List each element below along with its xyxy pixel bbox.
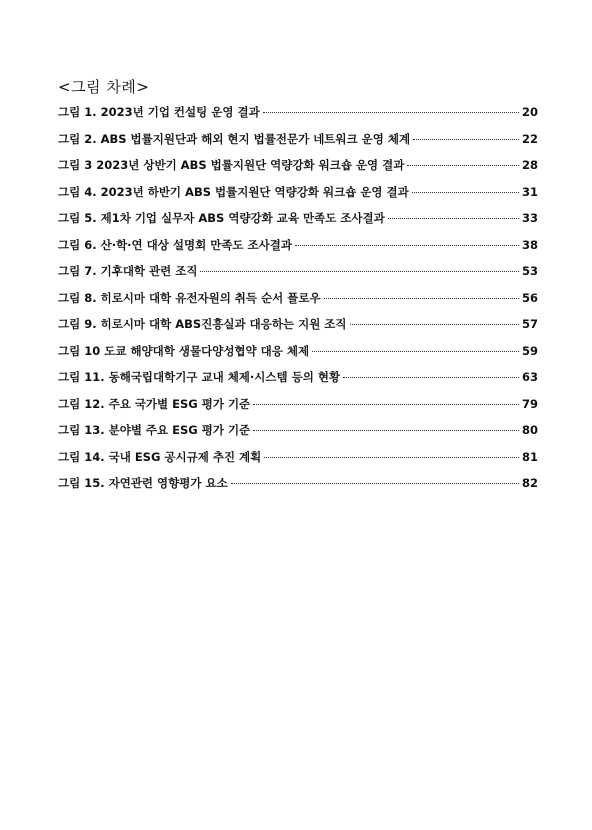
toc-entry[interactable]	[58, 131, 538, 158]
toc-heading: <그림 차례>	[58, 78, 150, 96]
toc-dot-leader	[263, 112, 519, 113]
toc-entry-page: 22	[521, 131, 538, 146]
toc-entry[interactable]	[58, 449, 538, 476]
toc-entry-page: 80	[521, 423, 538, 437]
toc-entry-title: 그림 10 도쿄 해양대학 생물다양성협약 대응 체제	[58, 343, 310, 358]
toc-entry[interactable]	[58, 210, 538, 237]
toc-dot-leader	[312, 351, 519, 352]
toc-dot-leader	[253, 430, 519, 431]
toc-entry-title: 그림 8. 히로시마 대학 유전자원의 취득 순서 플로우	[58, 290, 321, 305]
toc-list	[58, 104, 538, 502]
toc-entry-title: 그림 14. 국내 ESG 공시규제 추진 계획	[58, 449, 262, 464]
toc-entry[interactable]	[58, 104, 538, 131]
toc-entry-title: 그림 11. 동해국립대학기구 교내 체제·시스템 등의 현황	[58, 370, 341, 384]
toc-entry-title: 그림 3 2023년 상반기 ABS 법률지원단 역량강화 워크숍 운영 결과	[58, 158, 405, 172]
toc-entry[interactable]	[58, 396, 538, 423]
toc-entry-title: 그림 15. 자연관련 영향평가 요소	[58, 476, 228, 490]
toc-entry-page: 53	[521, 264, 538, 278]
toc-entry-title: 그림 5. 제1차 기업 실무자 ABS 역량강화 교육 만족도 조사결과	[58, 211, 385, 225]
toc-entry[interactable]	[58, 316, 538, 343]
toc-entry[interactable]	[58, 475, 538, 502]
toc-entry-title: 그림 4. 2023년 하반기 ABS 법률지원단 역량강화 워크숍 운영 결과	[58, 184, 409, 199]
toc-entry-title: 그림 2. ABS 법률지원단과 해외 현지 법률전문가 네트워크 운영 체계	[58, 131, 411, 146]
toc-entry[interactable]	[58, 157, 538, 184]
toc-entry-page: 28	[521, 158, 538, 172]
toc-entry-page: 79	[521, 396, 538, 411]
toc-dot-leader	[200, 271, 519, 272]
toc-dot-leader	[412, 192, 519, 193]
toc-dot-leader	[324, 298, 519, 299]
toc-entry-page: 31	[521, 184, 538, 199]
toc-entry-page: 20	[521, 105, 538, 119]
toc-entry-title: 그림 7. 기후대학 관련 조직	[58, 264, 198, 278]
toc-dot-leader	[253, 404, 519, 405]
toc-entry[interactable]	[58, 369, 538, 396]
toc-entry-title: 그림 12. 주요 국가별 ESG 평가 기준	[58, 396, 251, 411]
toc-entry-title: 그림 6. 산·학·연 대상 설명회 만족도 조사결과	[58, 237, 292, 252]
toc-entry-page: 81	[521, 449, 538, 464]
toc-dot-leader	[407, 165, 519, 166]
toc-entry[interactable]	[58, 343, 538, 370]
toc-dot-leader	[350, 324, 519, 325]
toc-entry-page: 33	[521, 211, 538, 225]
toc-entry-page: 56	[521, 290, 538, 305]
toc-entry-title: 그림 13. 분야별 주요 ESG 평가 기준	[58, 423, 251, 437]
toc-dot-leader	[231, 483, 519, 484]
toc-entry[interactable]	[58, 184, 538, 211]
toc-entry[interactable]	[58, 422, 538, 449]
toc-entry[interactable]	[58, 290, 538, 317]
toc-entry[interactable]	[58, 263, 538, 290]
toc-entry-page: 38	[521, 237, 538, 252]
toc-entry-title: 그림 1. 2023년 기업 컨설팅 운영 결과	[58, 105, 260, 119]
toc-entry-page: 82	[521, 476, 538, 490]
toc-dot-leader	[343, 377, 519, 378]
toc-dot-leader	[264, 457, 519, 458]
toc-dot-leader	[295, 245, 519, 246]
toc-entry[interactable]	[58, 237, 538, 264]
toc-dot-leader	[413, 139, 519, 140]
toc-entry-page: 59	[521, 343, 538, 358]
toc-entry-title: 그림 9. 히로시마 대학 ABS진흥실과 대응하는 지원 조직	[58, 317, 347, 331]
toc-dot-leader	[388, 218, 519, 219]
toc-entry-page: 63	[521, 370, 538, 384]
toc-entry-page: 57	[521, 317, 538, 331]
